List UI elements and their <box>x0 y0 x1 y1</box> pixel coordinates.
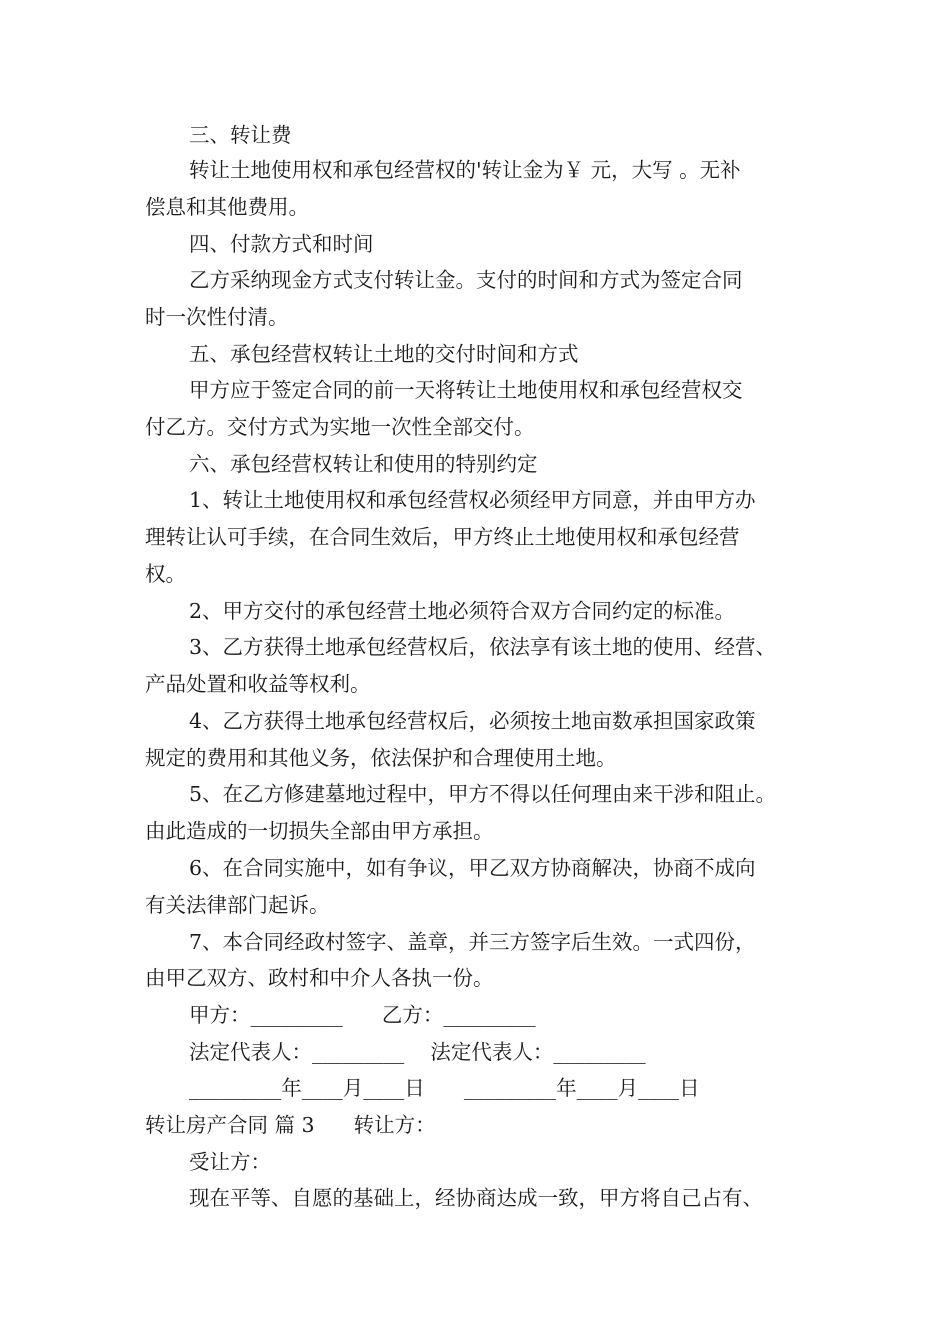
document-line: 2、甲方交付的承包经营土地必须符合双方合同约定的标准。 <box>189 599 736 623</box>
document-line: 5、在乙方修建墓地过程中，甲方不得以任何理由来干涉和阻止。 <box>189 782 777 806</box>
document-line: 现在平等、自愿的基础上，经协商达成一致，甲方将自己占有、 <box>189 1186 763 1210</box>
document-line: 1、转让土地使用权和承包经营权必须经甲方同意，并由甲方办 <box>189 488 756 512</box>
document-line: 偿息和其他费用。 <box>145 195 309 219</box>
document-line: 有关法律部门起诉。 <box>145 893 330 917</box>
document-line: 受让方： <box>189 1150 271 1174</box>
document-line: 7、本合同经政村签字、盖章，并三方签字后生效。一式四份， <box>189 930 756 954</box>
document-line: 转让土地使用权和承包经营权的'转让金为￥ 元，大写 。无补 <box>189 158 741 182</box>
document-line: 六、承包经营权转让和使用的特别约定 <box>189 452 538 476</box>
document-line: 6、在合同实施中，如有争议，甲乙双方协商解决，协商不成向 <box>189 856 756 880</box>
document-line: 3、乙方获得土地承包经营权后，依法享有该土地的使用、经营、 <box>189 635 777 659</box>
document-line: 五、承包经营权转让土地的交付时间和方式 <box>189 342 579 366</box>
document-line: 付乙方。交付方式为实地一次性全部交付。 <box>145 415 535 439</box>
document-line: 甲方应于签定合同的前一天将转让土地使用权和承包经营权交 <box>189 378 743 402</box>
document-line: 由甲乙双方、政村和中介人各执一份。 <box>145 966 494 990</box>
document-line: 理转让认可手续，在合同生效后，甲方终止土地使用权和承包经营 <box>145 525 740 549</box>
document-line: 4、乙方获得土地承包经营权后，必须按土地亩数承担国家政策 <box>189 709 756 733</box>
document-line: _________年____月____日 _________年____月____日 <box>189 1076 700 1100</box>
document-line: 时一次性付清。 <box>145 305 289 329</box>
document-line: 产品处置和收益等权利。 <box>145 672 371 696</box>
document-line: 权。 <box>145 562 186 586</box>
document-line: 规定的费用和其他义务，依法保护和合理使用土地。 <box>145 746 617 770</box>
document-line: 法定代表人：_________ 法定代表人：_________ <box>189 1040 646 1064</box>
document-line: 三、转让费 <box>189 123 292 147</box>
document-line: 乙方采纳现金方式支付转让金。支付的时间和方式为签定合同 <box>189 268 743 292</box>
document-line: 转让房产合同 篇 3 转让方： <box>145 1113 436 1137</box>
document-line: 由此造成的一切损失全部由甲方承担。 <box>145 819 494 843</box>
document-line: 甲方：_________ 乙方：_________ <box>189 1003 536 1027</box>
document-line: 四、付款方式和时间 <box>189 232 374 256</box>
